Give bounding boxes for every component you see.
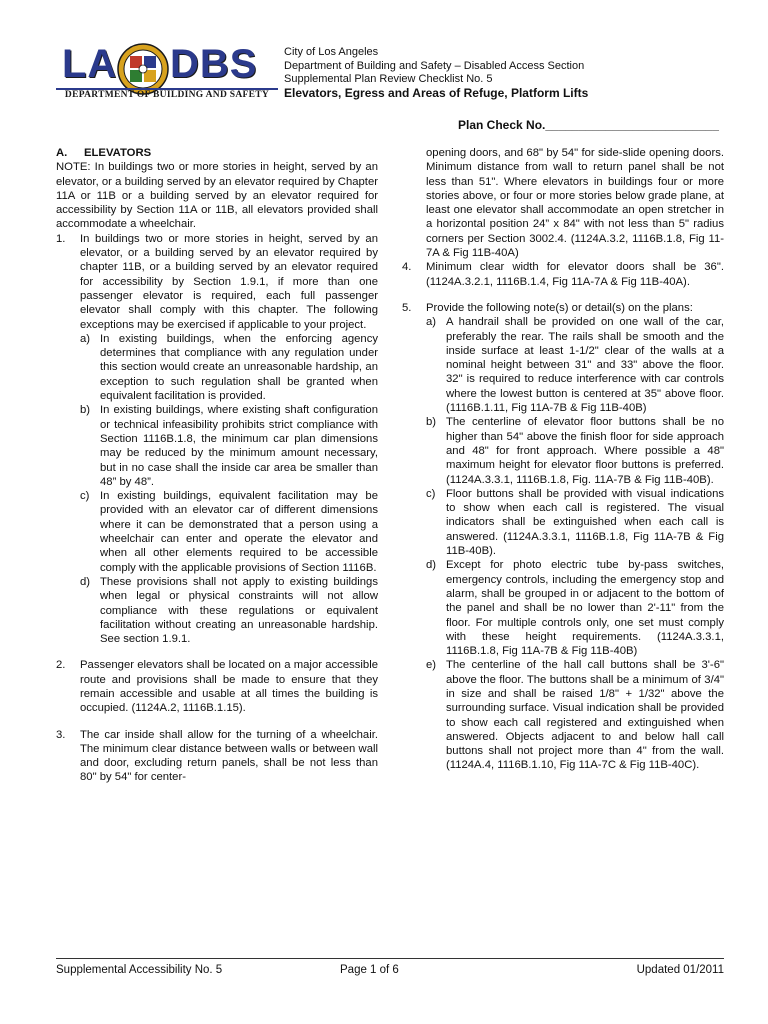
- document-header: [284, 46, 588, 100]
- sub-item-e: e) The centerline of the hall call buttons shall be 3'-6" above the floor. The buttons shall be a minimum of 3/4" in size and shall be raised 1/8" + 1/32" above the surrounding surface. Visual indication shall be provided to show each call registered and extinguished when answered. Objects adjacent to and below hall call buttons shall not project more than 4" from the wall. (1124A.4, 1116B.1.10, Fig 11A-7C & Fig 11B-40C).: [426, 659, 724, 772]
- sub-item-c: c) In existing buildings, equivalent facilitation may be provided with an elevator car of different dimensions where it can be demonstrated that a person using a wheelchair can enter and operate the elevator and when all other elements required to be accessible comply with the applicable provisions of Section 1116B.: [80, 490, 378, 574]
- section-letter: A.: [56, 147, 68, 159]
- item-text: The car inside shall allow for the turning of a wheelchair. The minimum clear distance between walls or between wall and door, excluding return panels, shall be not less than 80" by 54" for center-: [80, 728, 378, 784]
- item-number: 5.: [402, 301, 412, 314]
- plan-check-number: Plan Check No.__________________________: [458, 118, 719, 132]
- sub-item-a: a) A handrail shall be provided on one wall of the car, preferably the rear. The rails shall be smooth and the inside surface at least 1-1/2" clear of the walls at a nominal height between 31" and 33" above the floor. 32" is required to reduce interference with car controls where the lowest button is centered at 35" above floor. (1116B.1.11, Fig 11A-7B & Fig 11B-40B): [426, 316, 724, 415]
- right-column: [402, 146, 724, 785]
- checklist-item-1: [56, 232, 378, 647]
- item-text: In buildings two or more stories in height, served by an elevator, or a building served by an elevator required by chapter 11B, or a building served by an elevator required for accessibility by Section 1.9.1, if more than one passenger elevator is required, each full passenger elevator shall comply with this chapter. The following exceptions may be exercised if applicable to your project.: [80, 232, 378, 331]
- header-department: Department of Building and Safety – Disabled Access Section: [284, 59, 585, 72]
- item-number: 1.: [56, 232, 66, 245]
- footer-updated-date: Updated 01/2011: [636, 964, 724, 976]
- checklist-item-3: [56, 728, 378, 785]
- footer-divider: [56, 958, 724, 959]
- header-checklist: Supplemental Plan Review Checklist No. 5: [284, 73, 493, 85]
- section-heading: [56, 146, 378, 160]
- dbs-logo: [54, 42, 280, 106]
- item-number: 2.: [56, 659, 66, 672]
- sub-item-a: a) In existing buildings, when the enforcing agency determines that compliance with any regulation under this section would create an unreasonable hardship, an exception to such regulation shall be granted when equivalent facilitation is provided.: [80, 332, 378, 403]
- section-note: NOTE: In buildings two or more stories in height, served by an elevator, or a building served by an elevator required by Chapter 11A or 11B or a building served by an elevator required for accessibility by Section 11A or 11B, all elevators provided shall accommodate a wheelchair.: [56, 161, 378, 231]
- item-number: 3.: [56, 728, 66, 741]
- logo-department-name: DEPARTMENT OF BUILDING AND SAFETY: [64, 90, 270, 100]
- checklist-item-4: [402, 260, 724, 289]
- sub-item-b: b) In existing buildings, where existing shaft configuration or technical infeasibility prohibits strict compliance with Section 1116B.1.8, the minimum car plan dimensions may be reduced by the minimum amount necessary, but in no case shall the inside car area be smaller than 48” by 48”.: [80, 404, 378, 488]
- logo-dbs-text: DBS: [170, 42, 258, 86]
- item-3-continued: opening doors, and 68" by 54" for side-slide opening doors. Minimum distance from wall to return panel shall be not less than 51". Where elevators in buildings four or more stories above, or four or more stories below grade plane, at least one elevator shall accommodate an open stretcher in a horizontal position 24” x 84" with not less than 5" radius corners per Section 3002.4. (1124A.3.2, 1116B.1.8, Fig 11-7A & Fig 11B-40A): [426, 147, 724, 260]
- item-text: Provide the following note(s) or detail(s) on the plans:: [426, 301, 693, 314]
- document-title: Elevators, Egress and Areas of Refuge, Platform Lifts: [284, 85, 589, 100]
- sub-item-c: c) Floor buttons shall be provided with visual indications to show when each call is registered. The visual indicators shall be extinguished when each call is answered. (1124A.3.3.1, 1116B.1.8, Fig 11A-7B & Fig 11B-40B).: [426, 487, 724, 558]
- item-text: Minimum clear width for elevator doors shall be 36". (1124A.3.2.1, 1116B.1.4, Fig 11A-7A & Fig 11B-40A).: [426, 261, 724, 288]
- sub-item-b: b) The centerline of elevator floor buttons shall be no higher than 54" above the finish floor for side approach and 48" for front approach. Where possible a 48" maximum height for elevator floor buttons is preferred. (1124A.3.3.1, 1116B.1.8, Fig. 11A-7B & Fig 11B-40B).: [426, 416, 724, 486]
- section-title: ELEVATORS: [84, 147, 152, 159]
- header-city: City of Los Angeles: [284, 46, 379, 58]
- footer-document-name: Supplemental Accessibility No. 5: [56, 964, 223, 976]
- checklist-item-5: [402, 301, 724, 773]
- sub-item-d: d) Except for photo electric tube by-pass switches, emergency controls, including the emergency stop and alarm, shall be grouped in or adjacent to the bottom of the panel and shall be no lower than 2'-11" from the floor. For multiple controls only, one set must comply with these height requirements. (1124A.3.3.1, 1116B.1.8, Fig 11A-7B & Fig 11B-40B): [426, 559, 724, 658]
- footer-page-number: Page 1 of 6: [340, 964, 399, 976]
- item-text: Passenger elevators shall be located on a major accessible route and provisions shall be made to ensure that they remain accessible and usable at all times the building is occupied. (1124A.2, 1116B.1.15).: [80, 659, 378, 715]
- sub-item-d: d) These provisions shall not apply to existing buildings when legal or physical constraints will not allow compliance with these regulations or equivalent facilitation without creating an unreasonable hardship. See section 1.9.1.: [80, 575, 378, 646]
- checklist-item-2: [56, 658, 378, 715]
- item-number: 4.: [402, 261, 412, 274]
- logo-la-text: LA: [62, 42, 118, 86]
- left-column: [56, 146, 378, 797]
